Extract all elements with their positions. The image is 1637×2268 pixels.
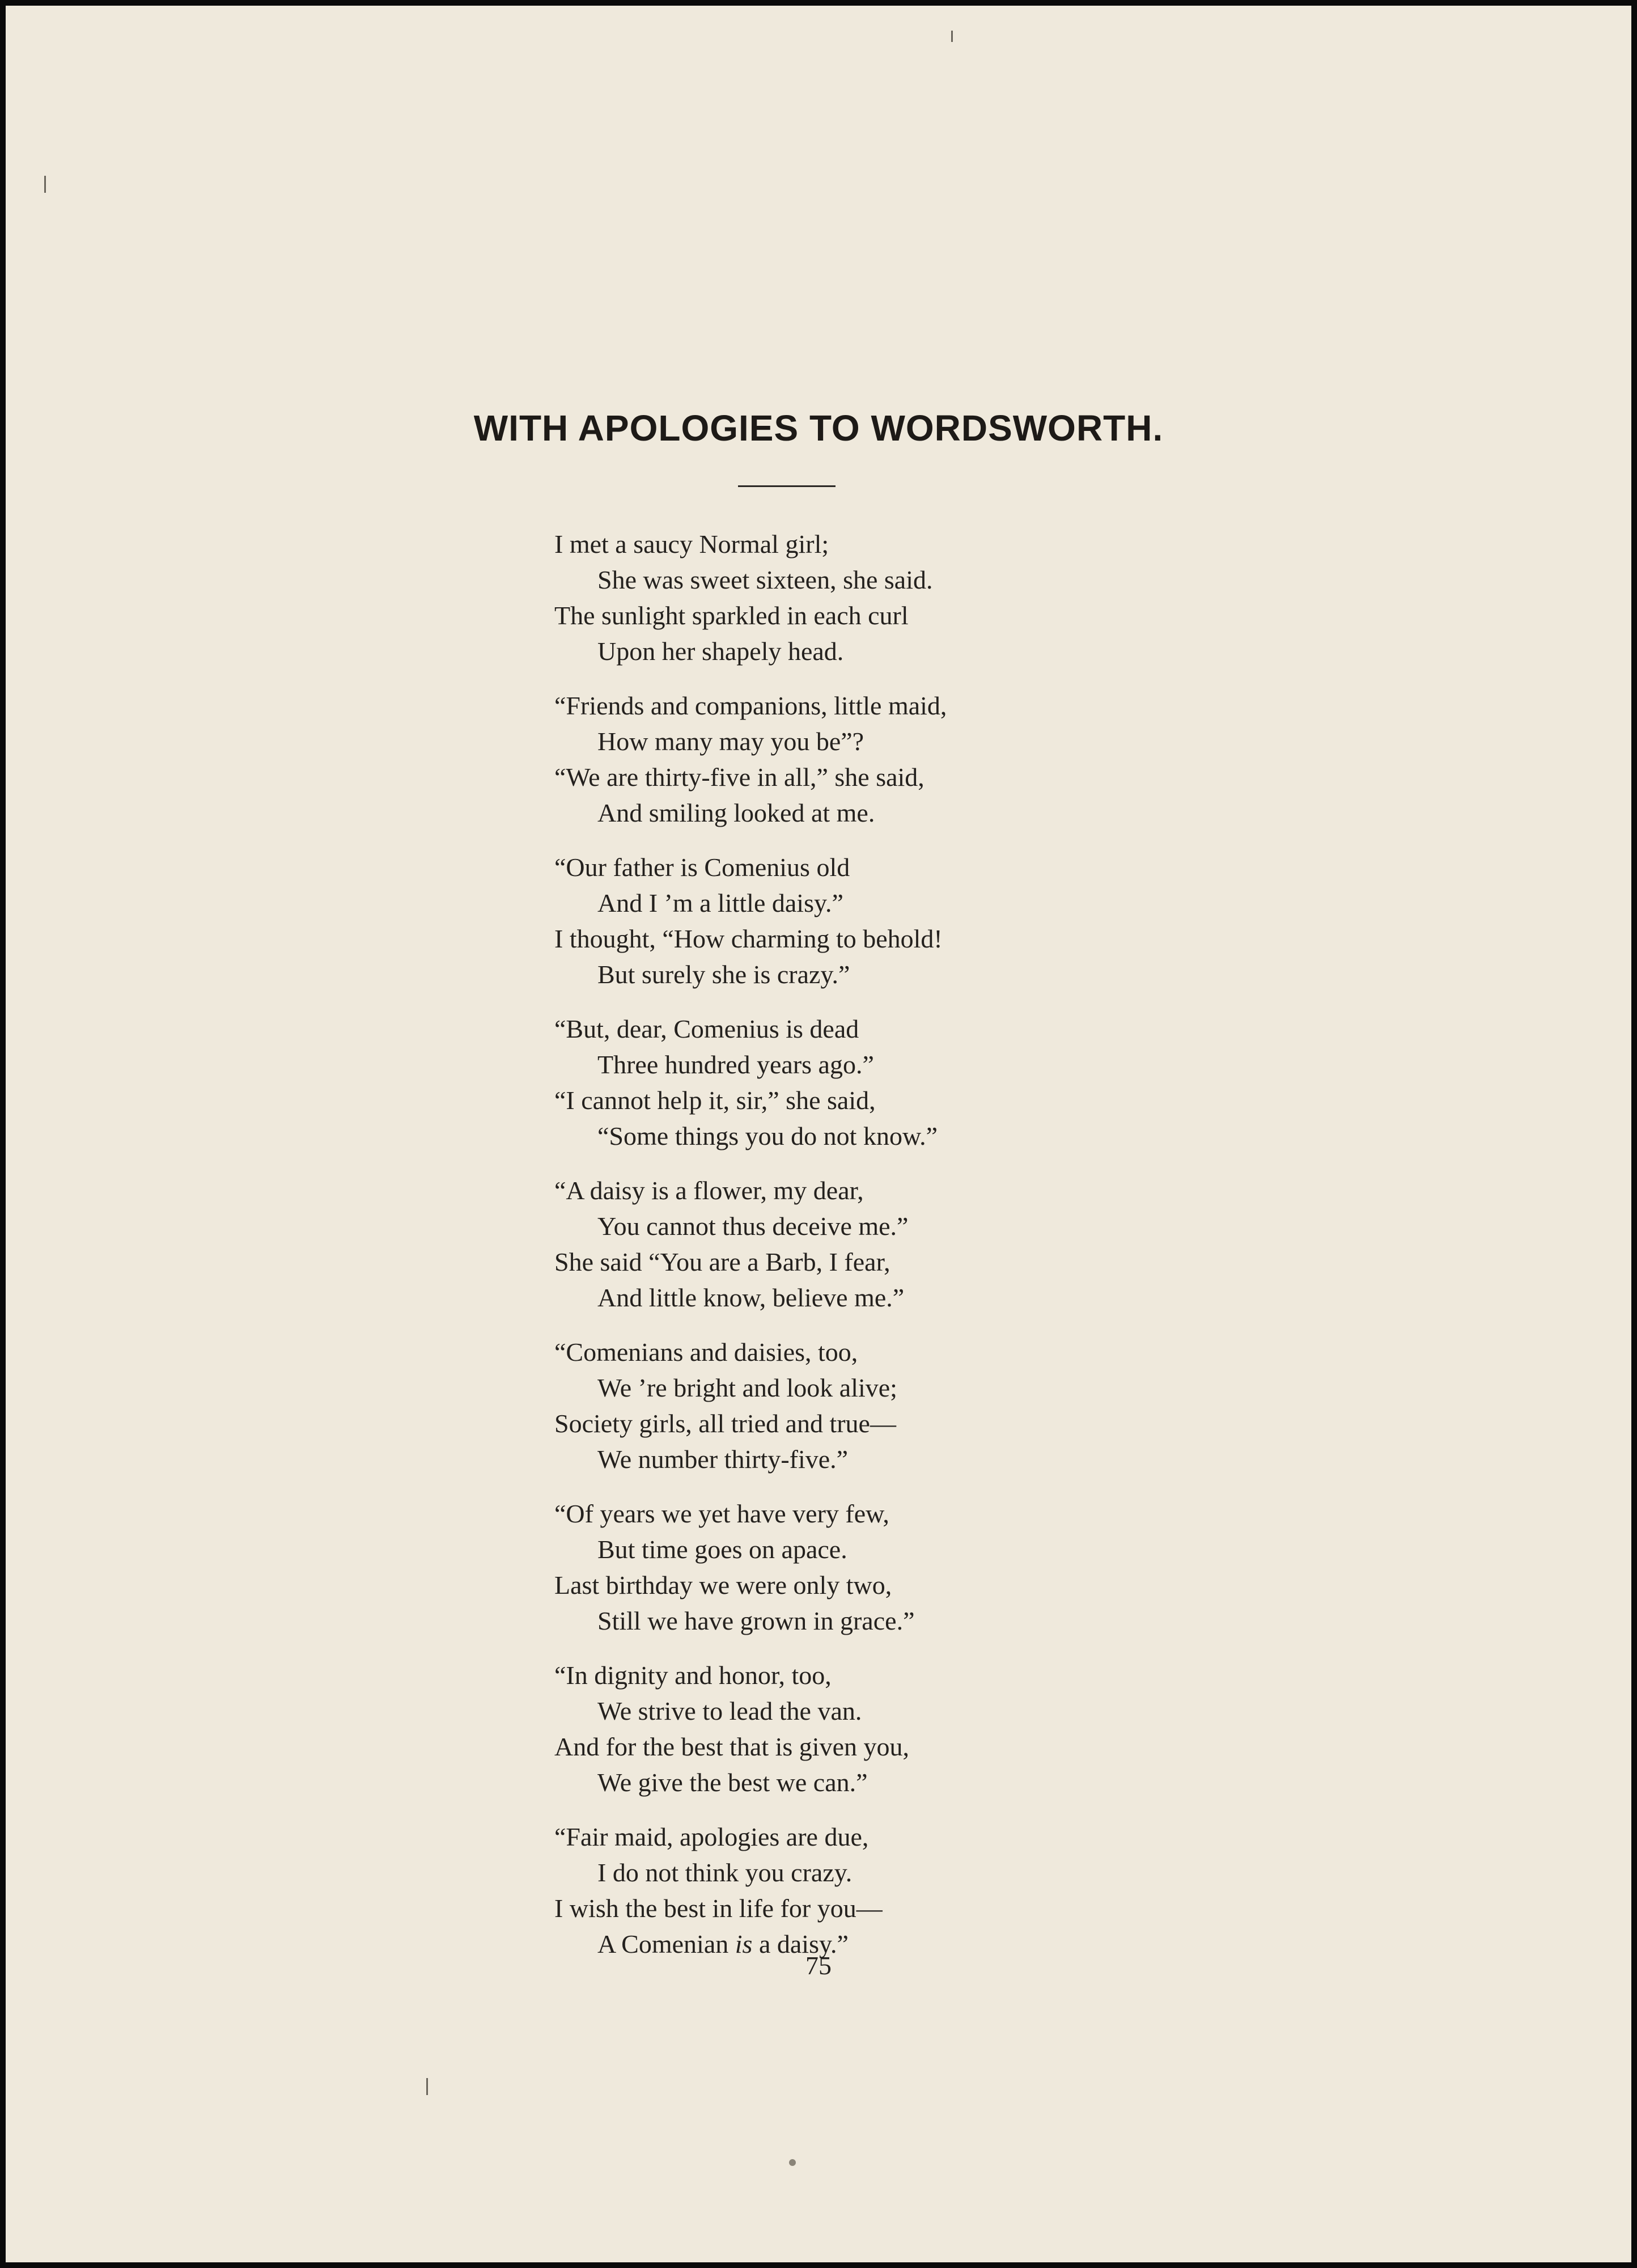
stanza [554,1173,1178,1315]
poem-line: “I cannot help it, sir,” she said, [554,1086,876,1115]
poem-line: Society girls, all tried and true— [554,1409,896,1438]
poem-line: We strive to lead the van. [597,1696,862,1725]
stanza [554,1819,1178,1962]
scanned-page [6,6,1631,2262]
title-rule [738,485,836,487]
poem-line: A Comenian is a daisy.” [597,1930,849,1958]
poem-line: I met a saucy Normal girl; [554,530,829,558]
poem-line: We ’re bright and look alive; [597,1373,897,1402]
poem-line: You cannot thus deceive me.” [597,1212,909,1241]
poem-line: “But, dear, Comenius is dead [554,1014,859,1043]
poem-line: And I ’m a little daisy.” [597,888,843,917]
poem-line: But surely she is crazy.” [597,960,850,989]
edge-mark [426,2078,428,2095]
stanza [554,1334,1178,1477]
poem-line: We give the best we can.” [597,1768,868,1797]
poem-line: But time goes on apace. [597,1535,847,1564]
poem-line: “Fair maid, apologies are due, [554,1822,869,1851]
poem-line: Last birthday we were only two, [554,1571,892,1600]
poem-line: I wish the best in life for you— [554,1894,883,1923]
poem-line: Upon her shapely head. [597,637,844,666]
emphasis: is [735,1930,753,1958]
poem-title: WITH APOLOGIES TO WORDSWORTH. [473,408,1164,448]
stanza [554,1011,1178,1154]
stanza [554,688,1178,831]
poem-line: Still we have grown in grace.” [597,1606,915,1635]
poem-line: “A daisy is a flower, my dear, [554,1176,864,1205]
poem-line: “In dignity and honor, too, [554,1661,832,1690]
poem-line: She was sweet sixteen, she said. [597,565,933,594]
poem-line: She said “You are a Barb, I fear, [554,1247,890,1276]
stanza [554,526,1178,669]
stanza [554,849,1178,992]
poem-body [554,526,1178,1981]
page-number: 75 [805,1951,832,1980]
poem-line: And little know, believe me.” [597,1283,905,1312]
stanza [554,1496,1178,1639]
poem-line: “Friends and companions, little maid, [554,691,947,720]
poem-line: I do not think you crazy. [597,1858,853,1887]
poem-line: How many may you be”? [597,727,864,756]
poem-line: We number thirty-five.” [597,1445,849,1474]
poem-line: “Of years we yet have very few, [554,1499,889,1528]
speck [789,2159,796,2166]
poem-line: And smiling looked at me. [597,798,875,827]
edge-mark [951,31,953,42]
poem-line: And for the best that is given you, [554,1732,910,1761]
edge-mark [44,176,46,193]
stanza [554,1657,1178,1800]
poem-line: Three hundred years ago.” [597,1050,874,1079]
poem-line: “Some things you do not know.” [597,1122,938,1150]
poem-line: “We are thirty-five in all,” she said, [554,763,924,792]
poem-line: “Comenians and daisies, too, [554,1338,858,1366]
poem-line: “Our father is Comenius old [554,853,850,882]
poem-line: I thought, “How charming to behold! [554,924,943,953]
poem-line: The sunlight sparkled in each curl [554,601,909,630]
